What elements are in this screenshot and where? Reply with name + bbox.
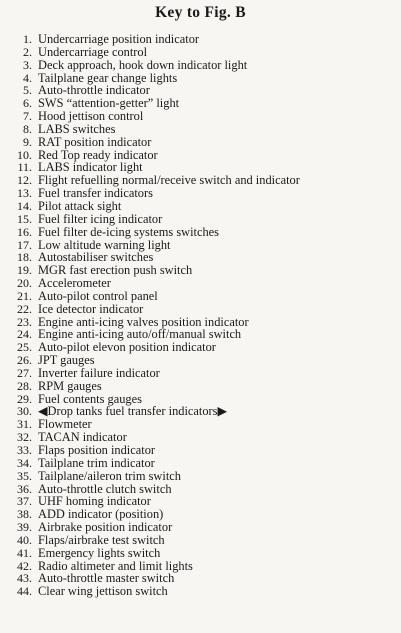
- item-text: Fuel transfer indicators: [38, 186, 153, 201]
- item-number: 5.: [23, 83, 32, 98]
- list-item: [6, 354, 398, 367]
- item-number: 9.: [23, 134, 32, 149]
- list-item: [6, 136, 398, 149]
- list-item: [6, 123, 398, 136]
- item-text: Flowmeter: [38, 417, 92, 432]
- item-text: Red Top ready indicator: [38, 147, 158, 162]
- item-number: 2.: [23, 44, 32, 59]
- item-number: 42.: [17, 558, 32, 573]
- item-number: 28.: [17, 378, 32, 393]
- item-text: Undercarriage position indicator: [38, 32, 200, 46]
- item-text: ADD indicator (position): [38, 507, 164, 522]
- item-text: Fuel filter icing indicator: [38, 211, 163, 226]
- item-number: 6.: [23, 96, 32, 111]
- item-number: 24.: [17, 327, 32, 342]
- item-number: 20.: [17, 276, 32, 291]
- page-title: Key to Fig. B: [155, 4, 246, 21]
- list-item: [6, 470, 398, 483]
- item-number: 40.: [17, 532, 32, 547]
- item-text: Tailplane trim indicator: [38, 455, 155, 470]
- list-item: [6, 110, 398, 123]
- list-item: [6, 46, 398, 59]
- list-item: [6, 200, 398, 213]
- item-text: Radio altimeter and limit lights: [38, 558, 193, 573]
- item-text: LABS indicator light: [38, 160, 143, 175]
- item-number: 8.: [23, 121, 32, 136]
- item-text: MGR fast erection push switch: [38, 263, 193, 278]
- item-number: 32.: [17, 430, 32, 445]
- item-text: RPM gauges: [38, 378, 102, 393]
- item-number: 3.: [23, 57, 32, 72]
- list-item: [6, 367, 398, 380]
- item-text: Tailplane gear change lights: [38, 70, 178, 85]
- list-item: [6, 585, 398, 598]
- item-number: 41.: [17, 545, 32, 560]
- item-number: 36.: [17, 481, 32, 496]
- item-number: 4.: [23, 70, 32, 85]
- list-item: [6, 444, 398, 457]
- item-text: JPT gauges: [38, 353, 95, 368]
- item-number: 39.: [17, 520, 32, 535]
- item-number: 30.: [17, 404, 32, 419]
- item-number: 38.: [17, 507, 32, 522]
- item-number: 19.: [17, 263, 32, 278]
- item-text: Fuel filter de-icing systems switches: [38, 224, 220, 239]
- item-number: 23.: [17, 314, 32, 329]
- item-number: 25.: [17, 340, 32, 355]
- list-item: [6, 457, 398, 470]
- item-text: Fuel contents gauges: [38, 391, 142, 406]
- list-item: [6, 290, 398, 303]
- item-text: Auto-pilot control panel: [38, 288, 158, 303]
- item-text: Low altitude warning light: [38, 237, 171, 252]
- item-text: Engine anti-icing auto/off/manual switch: [38, 327, 242, 342]
- item-number: 10.: [17, 147, 32, 162]
- item-number: 37.: [17, 494, 32, 509]
- item-number: 12.: [17, 173, 32, 188]
- item-text: Flaps position indicator: [38, 443, 156, 457]
- list-item: [6, 521, 398, 534]
- item-text: Hood jettison control: [38, 109, 144, 124]
- item-text: Accelerometer: [38, 276, 111, 291]
- item-text: Autostabiliser switches: [38, 250, 154, 265]
- item-text: Auto-throttle master switch: [38, 571, 175, 586]
- item-text: Undercarriage control: [38, 44, 148, 59]
- item-number: 22.: [17, 301, 32, 316]
- item-text: Engine anti-icing valves position indicator: [38, 314, 249, 329]
- list-item: [6, 59, 398, 72]
- item-text: Flaps/airbrake test switch: [38, 532, 165, 547]
- list-item: [6, 380, 398, 393]
- item-number: 11.: [17, 160, 32, 175]
- list-item: [6, 547, 398, 560]
- item-text: Ice detector indicator: [38, 301, 144, 316]
- list-item: [6, 213, 398, 226]
- item-text: Inverter failure indicator: [38, 365, 160, 380]
- item-number: 21.: [17, 288, 32, 303]
- item-text: Flight refuelling normal/receive switch and indicator: [38, 173, 300, 188]
- item-number: 14.: [17, 198, 32, 213]
- item-number: 7.: [23, 109, 32, 124]
- item-text: LABS switches: [38, 121, 116, 136]
- item-number: 26.: [17, 353, 32, 368]
- item-text: Deck approach, hook down indicator light: [38, 57, 248, 72]
- item-number: 27.: [17, 365, 32, 380]
- item-text: ◀Drop tanks fuel transfer indicators▶: [38, 404, 228, 419]
- list-item: [6, 277, 398, 290]
- key-list: [6, 33, 398, 598]
- item-number: 35.: [17, 468, 32, 483]
- item-text: Auto-pilot elevon position indicator: [38, 340, 216, 355]
- item-number: 1.: [23, 32, 32, 46]
- item-number: 29.: [17, 391, 32, 406]
- list-item: [6, 534, 398, 547]
- item-number: 13.: [17, 186, 32, 201]
- item-text: Auto-throttle clutch switch: [38, 481, 172, 496]
- item-text: SWS “attention-getter” light: [38, 96, 180, 111]
- item-text: Auto-throttle indicator: [38, 83, 150, 98]
- item-number: 17.: [17, 237, 32, 252]
- item-text: UHF homing indicator: [38, 494, 151, 509]
- item-number: 44.: [17, 584, 32, 599]
- item-text: Clear wing jettison switch: [38, 584, 168, 599]
- item-text: Emergency lights switch: [38, 545, 161, 560]
- item-number: 31.: [17, 417, 32, 432]
- list-item: [6, 303, 398, 316]
- item-text: Airbrake position indicator: [38, 520, 173, 535]
- item-number: 15.: [17, 211, 32, 226]
- item-number: 34.: [17, 455, 32, 470]
- item-number: 43.: [17, 571, 32, 586]
- item-text: Tailplane/aileron trim switch: [38, 468, 181, 483]
- list-item: [6, 33, 398, 46]
- list-item: [6, 226, 398, 239]
- item-number: 18.: [17, 250, 32, 265]
- item-text: Pilot attack sight: [38, 198, 122, 213]
- item-number: 33.: [17, 443, 32, 457]
- item-text: TACAN indicator: [38, 430, 127, 445]
- item-text: RAT position indicator: [38, 134, 152, 149]
- item-number: 16.: [17, 224, 32, 239]
